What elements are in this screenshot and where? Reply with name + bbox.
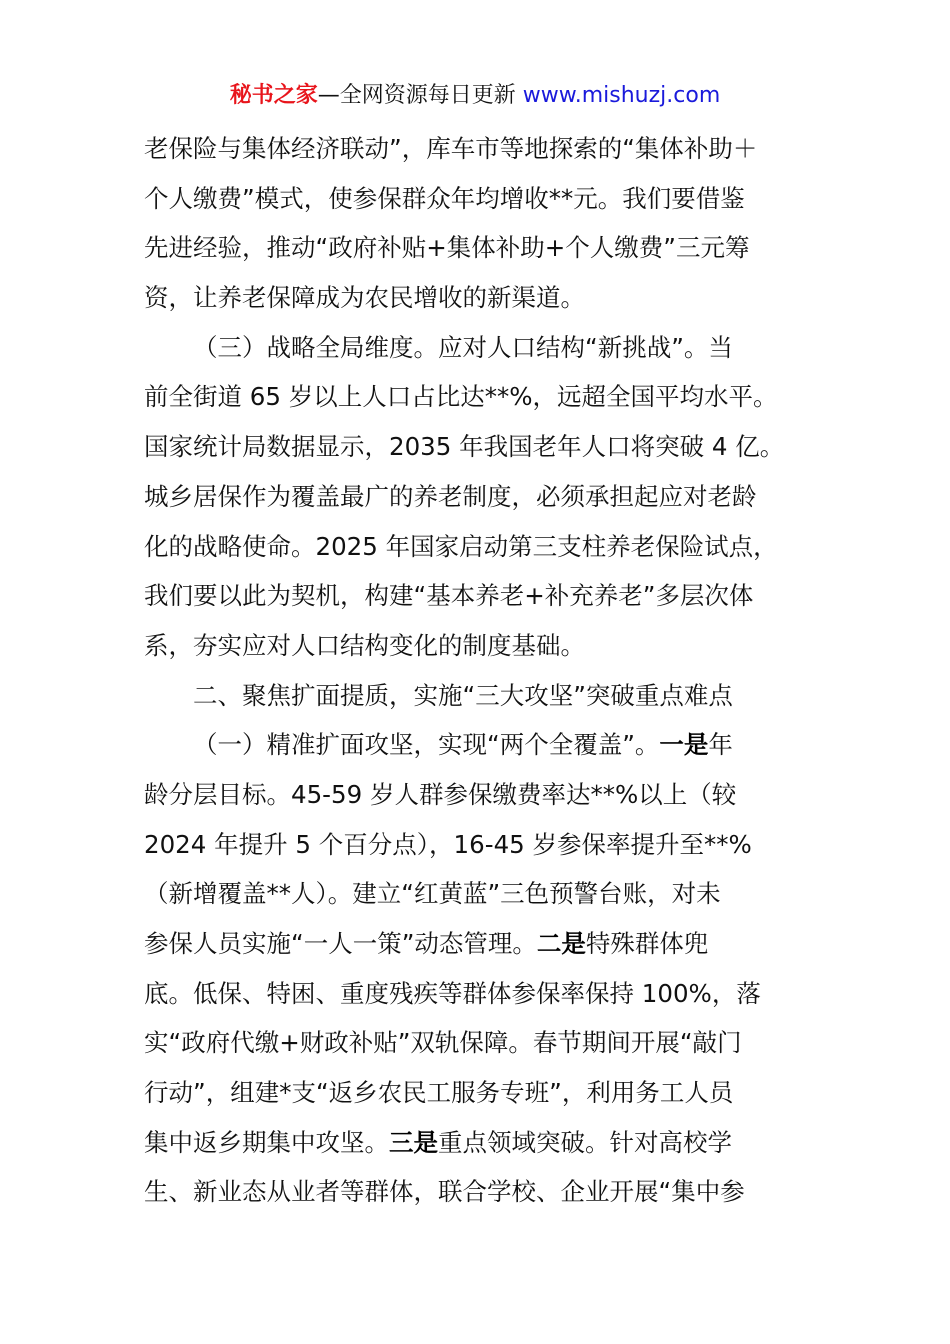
text-span: 集中返乡期集中攻坚。 xyxy=(144,1127,389,1157)
section-subheading: （三）战略全局维度。应对人口结构“新挑战”。当 xyxy=(193,332,733,362)
brand-name: 秘书之家 xyxy=(229,83,318,108)
text-span: 参保人员实施“一人一策”动态管理。 xyxy=(144,929,537,958)
document-body xyxy=(144,124,814,1217)
text-line: 城乡居保作为覆盖最广的养老制度，必须承担起应对老龄 xyxy=(144,481,757,511)
site-url-link[interactable]: www.mishuzj.com xyxy=(522,83,721,108)
text-span: 特殊群体兜 xyxy=(585,929,709,958)
text-line: 资，让养老保障成为农民增收的新渠道。 xyxy=(144,283,585,313)
keyword-bold: 三是 xyxy=(389,1127,438,1157)
text-line xyxy=(144,1118,814,1168)
text-span: 重点领域突破。针对高校学 xyxy=(438,1127,732,1157)
text-line: 个人缴费”模式，使参保群众年均增收**元。我们要借鉴 xyxy=(144,183,745,213)
text-line: 底。低保、特困、重度残疾等群体参保率保持 100%，落 xyxy=(144,978,761,1008)
text-line xyxy=(144,720,814,770)
text-line xyxy=(144,919,814,969)
text-line: 实“政府代缴+财政补贴”双轨保障。春节期间开展“敲门 xyxy=(144,1028,742,1058)
text-line: 前全街道 65 岁以上人口占比达**%，远超全国平均水平。 xyxy=(144,382,778,412)
text-line: 龄分层目标。45-59 岁人群参保缴费率达**%以上（较 xyxy=(144,779,737,809)
text-line: 2024 年提升 5 个百分点），16-45 岁参保率提升至**% xyxy=(144,829,752,859)
section-heading: 二、聚焦扩面提质，实施“三大攻坚”突破重点难点 xyxy=(193,680,733,710)
text-line: 生、新业态从业者等群体，联合学校、企业开展“集中参 xyxy=(144,1177,745,1207)
text-line: 国家统计局数据显示，2035 年我国老年人口将突破 4 亿。 xyxy=(144,432,785,462)
text-line: 行动”，组建*支“返乡农民工服务专班”，利用务工人员 xyxy=(144,1078,734,1108)
text-line: 化的战略使命。2025 年国家启动第三支柱养老保险试点， xyxy=(144,531,778,561)
text-line: 先进经验，推动“政府补贴+集体补助+个人缴费”三元筹 xyxy=(144,233,750,263)
keyword-bold: 二是 xyxy=(536,929,586,958)
page-header xyxy=(0,80,950,112)
text-line: 我们要以此为契机，构建“基本养老+补充养老”多层次体 xyxy=(144,581,754,611)
subheading-text: （一）精准扩面攻坚，实现“两个全覆盖”。 xyxy=(193,730,660,760)
text-line: （新增覆盖**人）。建立“红黄蓝”三色预警台账，对未 xyxy=(144,879,721,909)
text-line: 系，夯实应对人口结构变化的制度基础。 xyxy=(144,630,585,660)
keyword-bold: 一是 xyxy=(659,730,709,760)
text-span: 年 xyxy=(708,730,733,760)
header-tagline: —全网资源每日更新 xyxy=(317,83,516,108)
text-line: 老保险与集体经济联动”，库车市等地探索的“集体补助＋ xyxy=(144,134,758,163)
